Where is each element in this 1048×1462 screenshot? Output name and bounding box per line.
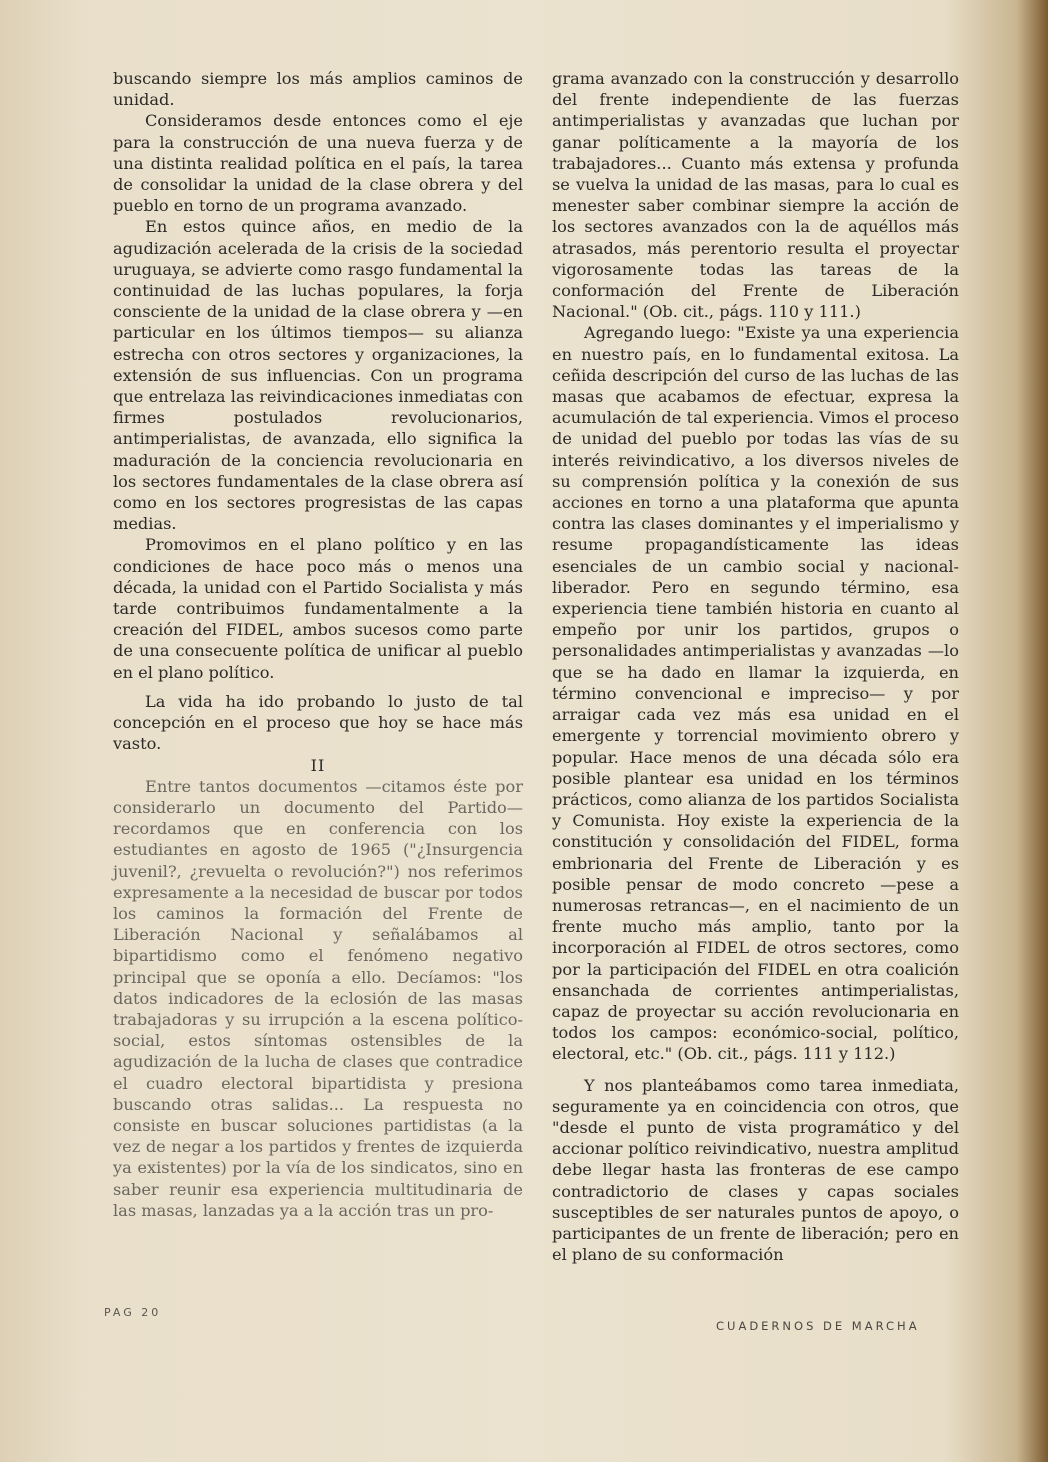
paragraph: Agregando luego: "Existe ya una experiencia en nuestro país, en lo fundamental exitosa. La ceñida descripción del curso de las luchas de las masas que acabamos de efectuar, expresa la acumulación de tal experiencia. Vimos el proceso de unidad del pueblo por todas las vías de su interés reivindicativo, a los diversos niveles de su comprensión política y la conexión de sus acciones en torno a una plataforma que apunta contra las clases dominantes y el imperialismo y resume propagandísticamente las ideas esenciales de un cambio social y nacional-liberador. Pero en segundo término, esa experiencia tiene también historia en cuanto al empeño por unir los partidos, grupos o personalidades antimperialistas y avanzadas —lo que se ha dado en llamar la izquierda, en término convencional e impreciso— y por arraigar cada vez más esa unidad en el emergente y torrencial movimiento obrero y popular. Hace menos de una década sólo era posible plantear esa unidad en los términos prácticos, como alianza de los partidos Socialista y Comunista. Hoy existe la experiencia de la constitución y consolidación del FIDEL, forma embrionaria del Frente de Liberación y es posible pensar de modo concreto —pese a numerosas retrancas—, en el nacimiento de un frente mucho más amplio, tanto por la incorporación al FIDEL de otros sectores, como por la participación del FIDEL en otra coalición ensanchada de corrientes antimperialistas, capaz de proyectar su acción revolucionaria en todos los campos: económico-social, político, electoral, etc." (Ob. cit., págs. 111 y 112.) (552, 323, 959, 1064)
paragraph: Y nos planteábamos como tarea inmediata, seguramente ya en coincidencia con otros, que "desde el punto de vista programático y del accionar político reivindicativo, nuestra amplitud debe llegar hasta las fronteras de ese campo contradictorio de clases y capas sociales susceptibles de ser naturales puntos de apoyo, o participantes de un frente de liberación; pero en el plano de su conformación (552, 1075, 959, 1265)
paragraph: buscando siempre los más amplios caminos de unidad. (113, 69, 523, 110)
paragraph: Entre tantos documentos —citamos éste por considerarlo un documento del Partido— recordamos que en conferencia con los estudiantes en agosto de 1965 ("¿Insurgencia juvenil?, ¿revuelta o revolución?") nos referimos expresamente a la necesidad de buscar por todos los caminos la formación del Frente de Liberación Nacional y señalábamos al bipartidismo como el fenómeno negativo principal que se oponía a ello. Decíamos: "los datos indicadores de la eclosión de las masas trabajadoras y su irrupción a la escena político-social, estos síntomas ostensibles de la agudización de la lucha de clases que contradice el cuadro electoral bipartidista y presiona buscando otras salidas... La respuesta no consiste en buscar soluciones partidistas (a la vez de negar a los partidos y frentes de izquierda ya existentes) por la vía de los sindicatos, sino en saber reunir esa experiencia multitudinaria de las masas, lanzadas ya a la acción tras un pro- (113, 776, 523, 1220)
paragraph: Promovimos en el plano político y en las condiciones de hace poco más o menos una década, la unidad con el Partido Socialista y más tarde contribuimos fundamentalmente a la creación del FIDEL, ambos sucesos como parte de una consecuente política de unificar al pueblo en el plano político. (113, 535, 523, 682)
paragraph: Consideramos desde entonces como el eje para la construcción de una nueva fuerza y de una distinta realidad política en el país, la tarea de consolidar la unidad de la clase obrera y del pueblo en torno de un programa avanzado. (113, 111, 523, 216)
page-number: PAG 20 (104, 1306, 162, 1319)
paragraph: En estos quince años, en medio de la agudización acelerada de la crisis de la sociedad uruguaya, se advierte como rasgo fundamental la continuidad de las luchas populares, la forja consciente de la unidad de la clase obrera y —en particular en los últimos tiempos— su alianza estrecha con otros sectores y organizaciones, la extensión de sus influencias. Con un programa que entrelaza las reivindicaciones inmediatas con firmes postulados revolucionarios, antimperialistas, de avanzada, ello significa la maduración de la conciencia revolucionaria en los sectores fundamentales de la clase obrera así como en los sectores progresistas de las capas medias. (113, 217, 523, 534)
left-text-column (113, 68, 523, 1221)
publication-name: CUADERNOS DE MARCHA (716, 1319, 920, 1333)
paragraph: La vida ha ido probando lo justo de tal concepción en el proceso que hoy se hace más vasto. (113, 691, 523, 754)
right-text-column (552, 68, 959, 1265)
paragraph: grama avanzado con la construcción y desarrollo del frente independiente de las fuerzas antimperialistas y avanzadas que luchan por ganar políticamente a la mayoría de los trabajadores... Cuanto más extensa y profunda se vuelva la unidad de las masas, para lo cual es menester saber combinar siempre la acción de los sectores avanzados con la de aquéllos más atrasados, más perentorio resulta el proyectar vigorosamente todas las tareas de la conformación del Frente de Liberación Nacional." (Ob. cit., págs. 110 y 111.) (552, 69, 959, 322)
section-heading: II (310, 755, 326, 775)
